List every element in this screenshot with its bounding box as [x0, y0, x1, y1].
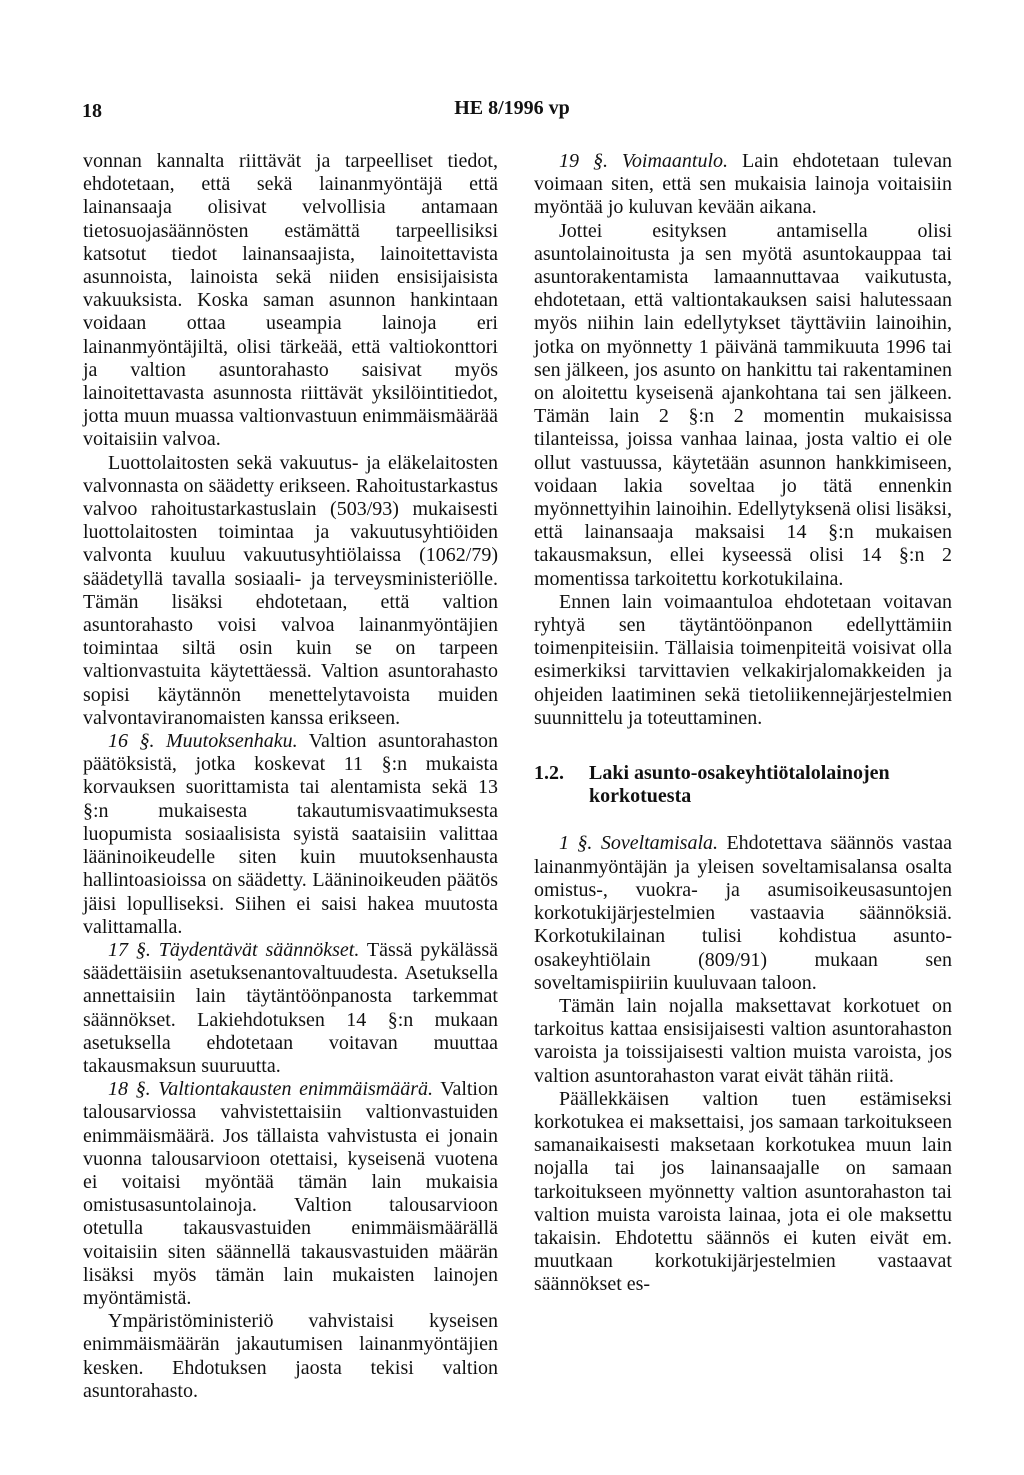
heading-text: Laki asunto-osakeyhtiötalolainojen korkotuesta: [589, 762, 890, 808]
section-number: 1 §.: [559, 832, 593, 855]
paragraph: Luottolaitosten sekä vakuutus- ja eläkelaitosten valvonnasta on säädetty erikseen. Rahoitustarkastus valvoo rahoitustarkastuslain (503/93) mukaisesti luottolaitosten toimintaa ja vakuutusyhtiöiden valvonta kuuluu vakuutusyhtiölaissa (1062/79) säädetyllä tavalla sosiaali- ja terveysministeriölle. Tämän lisäksi ehdotetaan, että valtion asuntorahasto voisi valvoa lainanmyöntäjien toimintaa siltä osin kuin se on tarpeen valtionvastuita käytettäessä. Valtion asuntorahasto sopisi käytännön menettelytavoista muiden valvontaviranomaisten kanssa erikseen.: [83, 451, 498, 729]
section-title: Voimaantulo.: [621, 150, 729, 172]
section-17: [83, 939, 498, 1078]
section-16: [83, 730, 498, 939]
chapter-heading: [534, 762, 952, 808]
section-title: Valtiontakausten enimmäismäärä.: [158, 1078, 433, 1101]
section-number: 16 §.: [108, 730, 155, 753]
section-19: [534, 150, 952, 220]
paragraph: Ennen lain voimaantuloa ehdotetaan voitavan ryhtyä sen täytäntöönpanon edellyttämiin toimenpiteisiin. Tällaisia toimenpiteitä voisivat olla esimerkiksi tarvittavien velkakirjalomakkeiden ja ohjeiden laatiminen sekä tietoliikennejärjestelmien suunnittelu ja toteuttaminen.: [534, 590, 952, 729]
page-number: 18: [82, 100, 102, 122]
section-text: Valtion asuntorahaston päätöksistä, jotka koskevat 11 §:n mukaista korvauksen suorittamista tai alentamista sekä 13 §:n mukaisesta takautumisvaatimuksesta luopumista sosiaalisista syistä saataisiin valittaa lääninoikeudelle siten kuin muutoksenhausta hallintoasioissa on säädetty. Lääninoikeuden päätös jäisi lopulliseksi. Siihen ei saisi hakea muutosta valittamalla.: [83, 730, 499, 938]
section-text: Ehdotettava säännös vastaa lainanmyöntäjän ja yleisen soveltamisalansa osalta omistus-, vuokra- ja asumisoikeusasuntojen korkotukijärjestelmien vastaavia säännöksiä. Korkotukilainan tulisi kohdistua asunto-osakeyhtiölain (809/91) mukaan sen soveltamispiiriin kuuluvaan taloon.: [534, 832, 953, 994]
paragraph: Ympäristöministeriö vahvistaisi kyseisen enimmäismäärän jakautumisen lainanmyöntäjien kesken. Ehdotuksen jaosta tekisi valtion asuntorahasto.: [83, 1310, 498, 1402]
paragraph: vonnan kannalta riittävät ja tarpeelliset tiedot, ehdotetaan, että sekä lainanmyöntäjä että lainansaaja olisivat velvollisia antamaan tietosuojasäännösten estämättä tarpeellisiksi katsotut tiedot lainansaajista, lainoitettavista asunnoista, lainoista sekä niiden ensisijaisista vakuuksista. Koska saman asunnon hankintaan voidaan ottaa useampia lainoja eri lainanmyöntäjiltä, olisi tärkeää, että valtiokonttori ja valtion asuntorahasto saisivat myös lainoitettavasta asunnosta riittävät yksilöintitiedot, jotta muun muassa valtionvastuun enimmäismäärää voitaisiin valvoa.: [83, 150, 498, 451]
section-number: 18 §.: [108, 1078, 151, 1101]
section-title: Muutoksenhaku.: [166, 730, 298, 753]
section-1: [534, 832, 952, 994]
section-text: Lain ehdotetaan tulevan voimaan siten, että sen mukaisia lainoja voitaisiin myöntää jo kuluvan kevään aikana.: [534, 150, 953, 219]
document-id: HE 8/1996 vp: [454, 97, 570, 119]
left-column: [83, 150, 498, 1403]
heading-number: 1.2.: [534, 762, 564, 785]
section-number: 19 §.: [559, 150, 608, 172]
paragraph: Päällekkäisen valtion tuen estämiseksi korkotukea ei maksettaisi, jos samaan tarkoitukseen samanaikaisesti maksetaan korkotukea muun lain nojalla tai jos lainansaajalle on samaan tarkoitukseen myönnetty valtion asuntorahaston tai valtion muista varoista lainaa, jota ei ole maksettu takaisin. Ehdotettu säännös ei kuten eivät em. muutkaan korkotukijärjestelmien vastaavat säännökset es-: [534, 1087, 952, 1296]
section-text: Tässä pykälässä säädettäisiin asetuksenantovaltuudesta. Asetuksella annettaisiin lain täytäntöönpanosta tarkemmat säännökset. Lakiehdotuksen 14 §:n mukaan asetuksella ehdotetaan voitavan muuttaa takausmaksun suuruutta.: [83, 938, 499, 1077]
paragraph: Tämän lain nojalla maksettavat korkotuet on tarkoitus kattaa ensisijaisesti valtion asuntorahaston varoista ja toissijaisesti valtion muista varoista, jos valtion asuntorahaston varat eivät tähän riitä.: [534, 994, 952, 1087]
section-title: Soveltamisala.: [600, 832, 719, 855]
section-number: 17 §.: [108, 938, 151, 961]
section-title: Täydentävät säännökset.: [158, 938, 360, 961]
right-column: [534, 150, 952, 1297]
paragraph: Jottei esityksen antamisella olisi asuntolainoitusta ja sen myötä asuntokauppaa tai asuntorakentamista lamaannuttavaa vaikutusta, ehdotetaan, että valtiontakauksen saisi halutessaan myös niihin lain edellytykset täyttäviin lainoihin, jotka on myönnetty 1 päivänä tammikuuta 1996 tai sen jälkeen, jos asunto on hankittu tai rakentaminen on aloitettu kyseisenä ajankohtana tai sen jälkeen. Tämän lain 2 §:n 2 momentin mukaisissa tilanteissa, joissa vanhaa lainaa, josta valtio ei ole ollut vastuussa, käytetään asunnon hankkimiseen, voidaan lakia soveltaa jo tätä ennenkin myönnettyihin lainoihin. Edellytyksenä olisi lisäksi, että lainansaaja maksaisi 14 §:n mukaisen takausmaksun, ellei kyseessä olisi 14 §:n 2 momentissa tarkoitettu korkotukilaina.: [534, 219, 952, 590]
section-text: Valtion talousarviossa vahvistettaisiin valtionvastuiden enimmäismäärä. Jos tällaista vahvistusta ei jonain vuonna talousarvioon otettaisi, kyseisenä vuotena ei voitaisi myöntää tämän lain mukaisia omistusasuntolainoja. Valtion talousarvioon otetulla takausvastuiden enimmäismäärällä voitaisiin siten säännellä takausvastuiden määrän lisäksi myös tämän lain mukaisten lainojen myöntämistä.: [83, 1078, 498, 1309]
section-18: [83, 1078, 498, 1310]
